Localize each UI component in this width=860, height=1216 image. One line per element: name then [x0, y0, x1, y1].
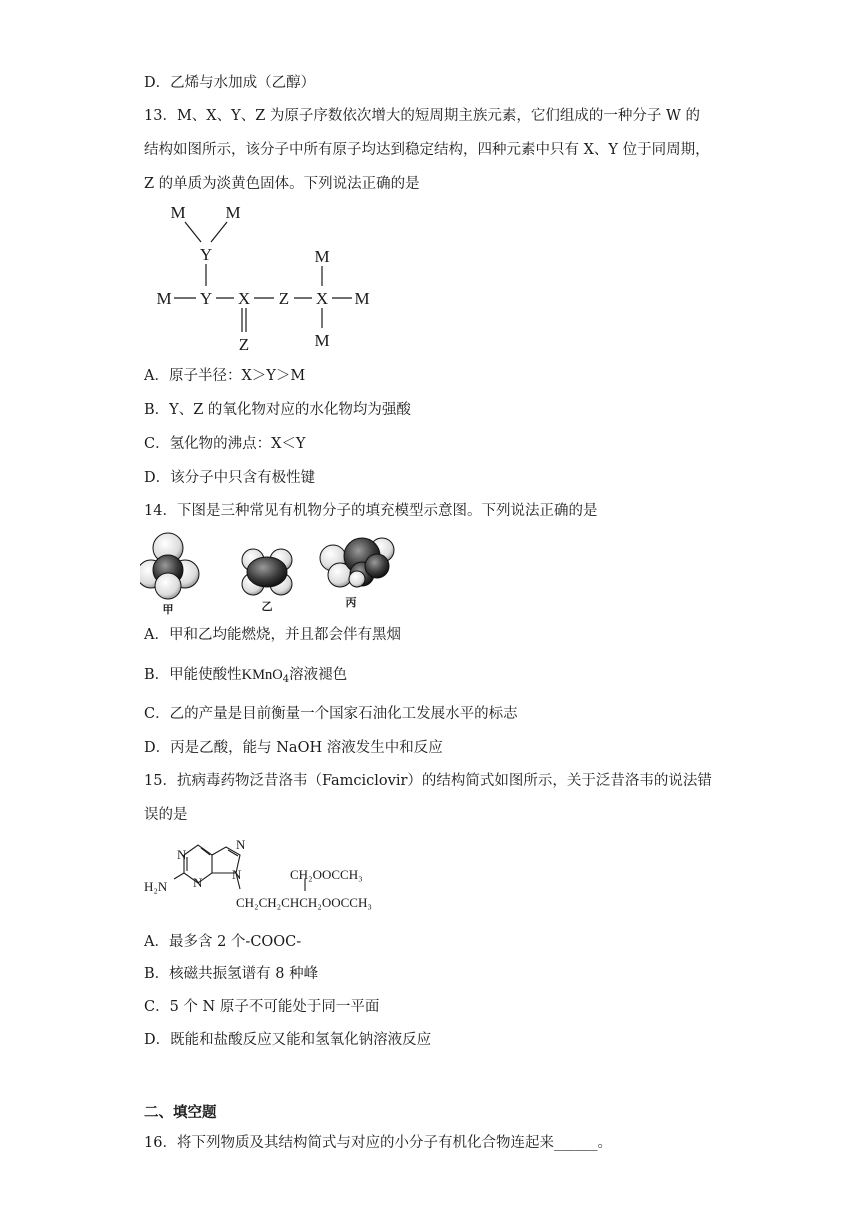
side-chain: CH₂CH₂CHCH₂OOCCH₃ — [236, 895, 372, 910]
q14b-suffix: 溶液褪色 — [289, 667, 348, 683]
section-heading: 二、填空题 — [144, 1104, 217, 1121]
q13-option-b: B．Y、Z 的氧化物对应的水化物均为强酸 — [144, 402, 411, 418]
q13-stem-line1: 13．M、X、Y、Z 为原子序数依次增大的短周期主族元素，它们组成的一种分子 W 的 — [144, 108, 700, 124]
atom-z: Z — [278, 289, 290, 308]
atom-z: Z — [238, 335, 250, 354]
bond-lines — [174, 222, 352, 332]
q15-option-b: B．核磁共振氢谱有 8 种峰 — [144, 966, 319, 982]
atom-n: N — [177, 847, 187, 862]
atom-m: M — [354, 289, 370, 308]
atom-y: Y — [199, 245, 213, 264]
atom-n: N — [232, 867, 242, 882]
atom-x: X — [315, 289, 329, 308]
q13-stem-line2: 结构如图所示，该分子中所有原子均达到稳定结构，四种元素中只有 X、Y 位于同周期， — [144, 142, 710, 158]
q14b-prefix: B．甲能使酸性 — [144, 667, 242, 683]
q14b-subscript: 4 — [282, 674, 290, 685]
branch-group: CH₂OOCCH₃ — [290, 867, 363, 882]
ethylene-model — [242, 549, 292, 595]
q12-option-d: D．乙烯与水加成（乙醇） — [144, 75, 316, 91]
methane-model — [140, 533, 199, 599]
q14-stem: 14．下图是三种常见有机物分子的填充模型示意图。下列说法正确的是 — [144, 503, 598, 519]
atom-y: Y — [199, 289, 213, 308]
label-yi: 乙 — [261, 601, 273, 613]
atom-m: M — [170, 203, 186, 222]
molecule-w-structure — [140, 198, 390, 358]
amino-group: H₂N — [144, 879, 168, 894]
q14-option-b — [144, 665, 347, 690]
q16-stem: 16．将下列物质及其结构简式与对应的小分子有机化合物连起来______。 — [144, 1135, 612, 1151]
label-jia: 甲 — [162, 604, 174, 616]
q15-stem-line1: 15．抗病毒药物泛昔洛韦（Famciclovir）的结构简式如图所示，关于泛昔洛韦的说法错 — [144, 773, 712, 789]
atom-m: M — [314, 247, 330, 266]
q15-option-c: C．5 个 N 原子不可能处于同一平面 — [144, 999, 380, 1015]
q13-option-a: A．原子半径：X＞Y＞M — [144, 368, 306, 384]
q14b-formula: KMnO — [241, 667, 283, 683]
label-bing: 丙 — [345, 597, 357, 609]
q13-option-c: C．氢化物的沸点：X＜Y — [144, 436, 306, 452]
space-filling-models — [140, 528, 410, 618]
atom-m: M — [156, 289, 172, 308]
famciclovir-structure — [140, 835, 400, 915]
atom-n: N — [193, 875, 203, 890]
atom-m: M — [314, 331, 330, 350]
third-molecule-model — [320, 538, 394, 587]
q15-option-a: A．最多含 2 个-COOC- — [144, 934, 302, 950]
q14-option-d: D．丙是乙酸，能与 NaOH 溶液发生中和反应 — [144, 740, 443, 756]
q15-stem-line2: 误的是 — [144, 807, 188, 823]
q13-stem-line3: Z 的单质为淡黄色固体。下列说法正确的是 — [144, 176, 420, 192]
q13-option-d: D．该分子中只含有极性键 — [144, 470, 316, 486]
atom-n: N — [236, 837, 246, 852]
q14-option-c: C．乙的产量是目前衡量一个国家石油化工发展水平的标志 — [144, 706, 518, 722]
atom-m: M — [225, 203, 241, 222]
atom-x: X — [237, 289, 251, 308]
q15-option-d: D．既能和盐酸反应又能和氢氧化钠溶液反应 — [144, 1032, 432, 1048]
q14-option-a: A．甲和乙均能燃烧，并且都会伴有黑烟 — [144, 627, 401, 643]
